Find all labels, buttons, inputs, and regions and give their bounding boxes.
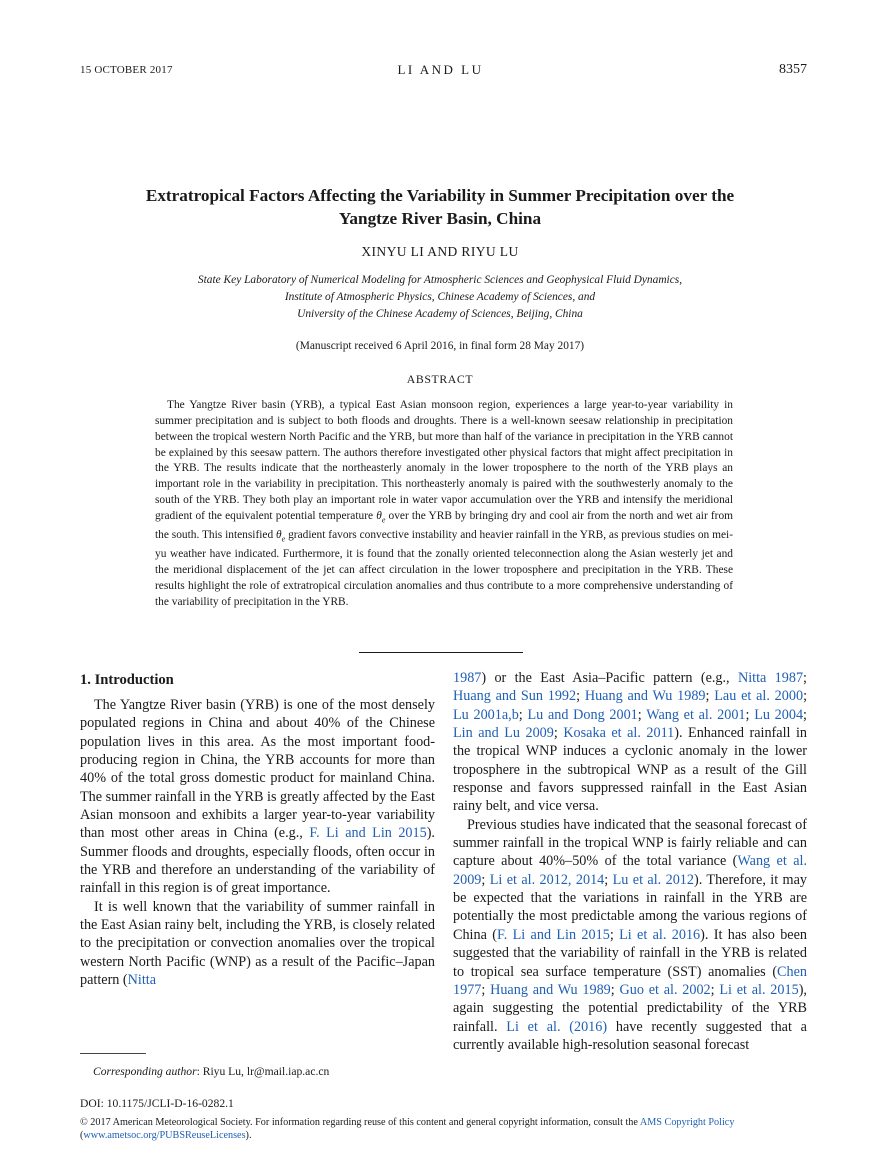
citation-link[interactable]: Lau et al. 2000	[714, 688, 804, 705]
abstract-part-c: gradient favors convective instability and heavier rainfall in the YRB, as previous studies on mei-yu weather have indicated. Furthermore, it is found that the zonally oriented teleconnection along the Asian westerly jet and the meridional displacement of the jet can affect circulation in the lower troposphere and precipitation in the YRB. These results highlight the role of extratropical circulation anomalies and thus contribute to a more comprehensive understanding of the variability of precipitation in the YRB.	[155, 529, 733, 608]
affiliation-line-2: Institute of Atmospheric Physics, Chinese Academy of Sciences, and	[284, 291, 596, 303]
citation-link[interactable]: Chen 1977	[453, 963, 807, 998]
section-heading-introduction: 1. Introduction	[80, 672, 174, 688]
intro-paragraph-2-cont: 1987) or the East Asia–Pacific pattern (e.g., Nitta 1987; Huang and Sun 1992; Huang and Wu 1989; Lau et al. 2000; Lu 2001a,b; Lu and Dong 2001; Wang et al. 2001; Lu 2004; Lin and Lu 2009; Kosaka et al. 2011). Enhanced rainfall in the tropical WNP induces a cyclonic anomaly in the lower troposphere in the subtropical WNP as a result of the Gill response and favors suppressed rainfall in the East Asian rainy belt, and vice versa.	[453, 670, 808, 815]
citation-link[interactable]: Li et al. 2012, 2014	[489, 871, 605, 888]
abstract-heading: ABSTRACT	[406, 372, 474, 386]
intro-paragraph-1: The Yangtze River basin (YRB) is one of the most densely populated regions in China and about 40% of the Chinese population lives in this area. As the most important food-producing region in China, the YRB accounts for more than 40% of the total gross domestic product for mainland China. The summer rainfall in the YRB is greatly affected by the East Asian monsoon and exhibits a larger year-to-year variability than most other areas in China (e.g., F. Li and Lin 2015). Summer floods and droughts, especially floods, often occur in the YRB and therefore an understanding of the variability of rainfall in this region is of great importance.	[80, 697, 435, 897]
citation-link[interactable]: Huang and Sun 1992	[453, 688, 577, 705]
corresponding-text: : Riyu Lu, lr@mail.iap.ac.cn	[196, 1065, 330, 1078]
doi: DOI: 10.1175/JCLI-D-16-0282.1	[80, 1097, 234, 1110]
right-column	[453, 669, 807, 1054]
header-date: 15 OCTOBER 2017	[80, 64, 173, 76]
running-title: LI AND LU	[397, 62, 484, 77]
corresponding-author	[93, 1065, 329, 1078]
citation-link[interactable]: Li et al. 2016	[619, 926, 701, 943]
citation-link[interactable]: Huang and Wu 1989	[490, 981, 611, 998]
citation-link[interactable]: Lin and Lu 2009	[453, 725, 554, 742]
section-divider	[359, 652, 523, 653]
citation-link[interactable]: Nitta 1987	[737, 670, 804, 686]
citation-link[interactable]: Wang et al. 2001	[646, 706, 746, 723]
intro-paragraph-3: Previous studies have indicated that the seasonal forecast of summer rainfall in the tropical WNP is fairly reliable and can capture about 40%–50% of the total variance (Wang et al. 2009; Li et al. 2012, 2014; Lu et al. 2012). Therefore, it may be expected that the variations in rainfall in the YRB are potentially the most predictable among the various regions of China (F. Li and Lin 2015; Li et al. 2016). It has also been suggested that the variability of rainfall in the YRB is related to tropical sea surface temperature (SST) anomalies (Chen 1977; Huang and Wu 1989; Guo et al. 2002; Li et al. 2015), again suggesting the potential predictability of the YRB rainfall. Li et al. (2016) have recently suggested that a currently available high-resolution seasonal forecast	[453, 816, 807, 1053]
corresponding-label: Corresponding author	[93, 1065, 197, 1078]
abstract-part-a: The Yangtze River basin (YRB), a typical East Asian monsoon region, experiences a large year-to-year variability in summer precipitation and is subject to both floods and droughts. There is a well-known seesaw relationship in precipitation between the tropical western North Pacific and the YRB, but more than half of the variance in precipitation in the YRB cannot be explained by this seesaw pattern. The authors therefore investigated other physical factors that might affect precipitation in the YRB. The results indicate that the northeasterly anomaly in the lower troposphere to the north of the YRB plays an important role in the variability in precipitation. This northeasterly anomaly is paired with the southwesterly anomaly to the south of the YRB. They both play an important role in water vapor accumulation over the YRB and intensify the meridional gradient of the equivalent potential temperature	[155, 399, 733, 522]
citation-link[interactable]: Guo et al. 2002	[619, 981, 711, 998]
affiliation-line-1: State Key Laboratory of Numerical Modeling for Atmospheric Sciences and Geophysical Fluid Dynamics,	[197, 274, 683, 286]
abstract-text	[155, 398, 733, 611]
citation-link[interactable]: Lu 2004	[754, 706, 804, 723]
theta-e-symbol-2: $\theta_e$	[276, 529, 286, 544]
reuse-licenses-link[interactable]: www.ametsoc.org/PUBSReuseLicenses	[83, 1130, 246, 1141]
citation-link[interactable]: Huang and Wu 1989	[584, 688, 706, 705]
title-line-1: Extratropical Factors Affecting the Variability in Summer Precipitation over the	[145, 186, 735, 205]
citation-link[interactable]: Lu and Dong 2001	[527, 706, 638, 723]
citation-link[interactable]: Lu 2001a,b	[453, 706, 519, 723]
manuscript-received: (Manuscript received 6 April 2016, in final form 28 May 2017)	[295, 340, 585, 352]
citation-link[interactable]: Li et al. (2016)	[506, 1018, 608, 1035]
citation-link[interactable]: Li et al. 2015	[719, 981, 799, 998]
authors: XINYU LI AND RIYU LU	[361, 244, 519, 259]
citation-link[interactable]: Lu et al. 2012	[612, 871, 694, 888]
footnote-rule	[80, 1053, 146, 1054]
theta-e-symbol: $\theta_e$	[376, 509, 386, 525]
copyright-policy-link[interactable]: AMS Copyright Policy	[639, 1117, 735, 1128]
citation-link[interactable]: F. Li and Lin 2015	[309, 825, 427, 842]
affiliation-line-3: University of the Chinese Academy of Sciences, Beijing, China	[297, 308, 583, 320]
citation-link[interactable]: 1987	[453, 670, 482, 686]
affiliation	[80, 272, 800, 323]
citation-link[interactable]: Nitta	[127, 972, 157, 989]
left-column	[80, 696, 435, 990]
citation-link[interactable]: Kosaka et al. 2011	[563, 725, 675, 742]
intro-paragraph-2: It is well known that the variability of summer rainfall in the East Asian rainy belt, including the YRB, is closely related to the precipitation or convection anomalies over the tropical western North Pacific (WNP) as a result of the Pacific–Japan pattern (Nitta	[80, 898, 435, 989]
page-number: 8357	[779, 62, 807, 77]
article-title	[80, 184, 800, 230]
abstract-part-b: over the YRB by bringing dry and cool air from the north and wet air from the south. This intensified	[155, 509, 734, 542]
title-line-2: Yangtze River Basin, China	[338, 209, 542, 228]
citation-link[interactable]: Wang et al. 2009	[453, 853, 807, 888]
copyright-notice: © 2017 American Meteorological Society. For information regarding reuse of this content and general copyright information, consult the AMS Copyright Policy (www.ametsoc.org/PUBSReuseLicenses).	[80, 1117, 735, 1141]
citation-link[interactable]: F. Li and Lin 2015	[496, 926, 610, 943]
